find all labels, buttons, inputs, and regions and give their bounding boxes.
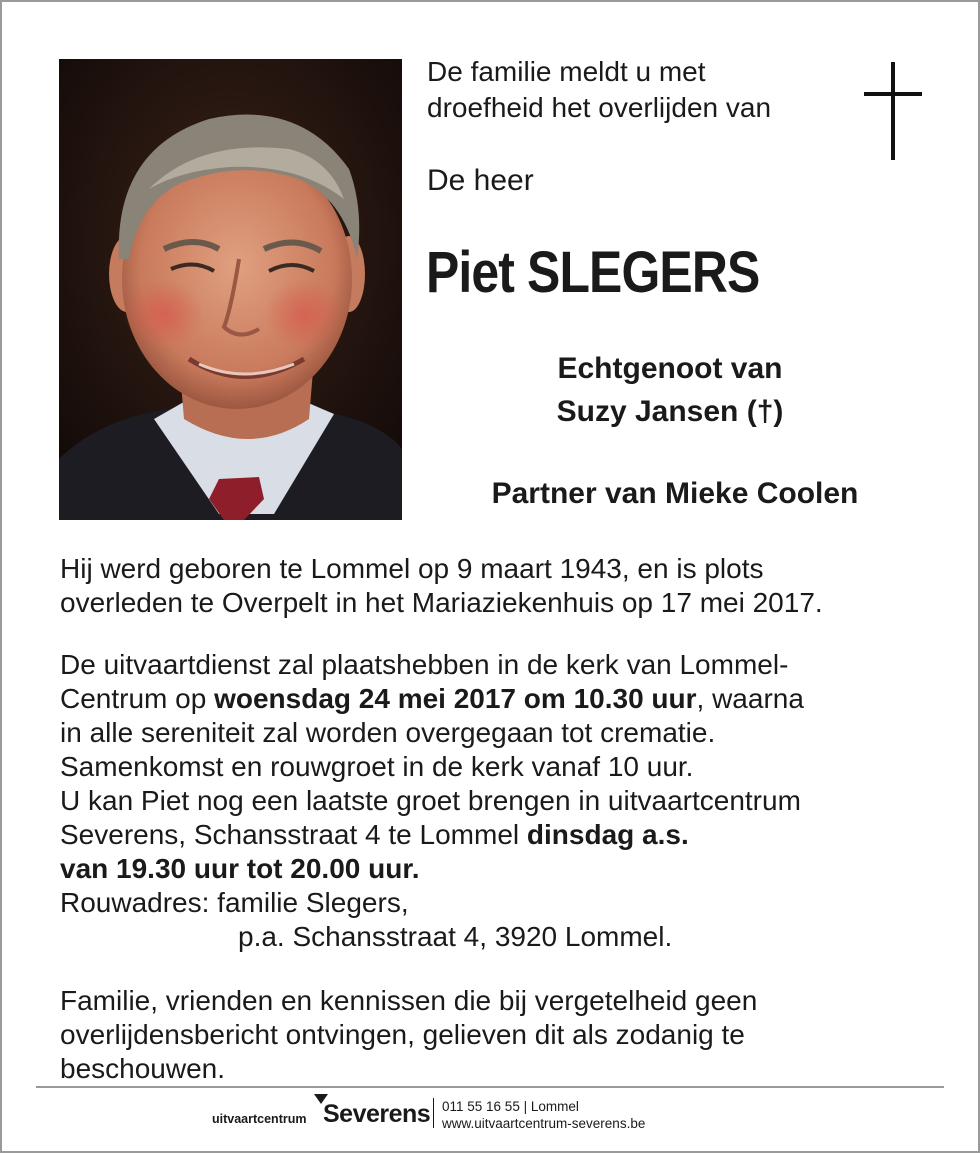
- closing-line-3: beschouwen.: [60, 1053, 226, 1084]
- footer-divider: [36, 1086, 944, 1088]
- spouse-line-1: Echtgenoot van: [557, 352, 783, 385]
- spouse-line-2: Suzy Jansen (†): [556, 395, 784, 428]
- mourning-address-label: Rouwadres: familie Slegers,: [60, 887, 409, 918]
- logo-small-text: uitvaartcentrum: [212, 1112, 307, 1126]
- funeral-line-2-pre: Centrum op: [60, 683, 215, 714]
- intro-text: [427, 54, 771, 126]
- closing-line-2: overlijdensbericht ontvingen, gelieven dit als zodanig te: [60, 1019, 745, 1050]
- funeral-line-5: U kan Piet nog een laatste groet brengen in uitvaartcentrum: [60, 785, 801, 816]
- portrait-illustration: [59, 59, 402, 520]
- logo-brand-text: Severens: [323, 1100, 431, 1128]
- funeral-line-3: in alle sereniteit zal worden overgegaan tot crematie.: [60, 717, 716, 748]
- funeral-date-time: woensdag 24 mei 2017 om 10.30 uur: [214, 683, 697, 714]
- portrait-photo: [59, 59, 402, 520]
- honorific: De heer: [427, 164, 534, 197]
- visitation-time: van 19.30 uur tot 20.00 uur.: [60, 853, 420, 884]
- funeral-home-logo: [212, 1094, 732, 1142]
- funeral-line-6-pre: Severens, Schansstraat 4 te Lommel: [60, 819, 527, 850]
- funeral-line-6: [60, 818, 940, 852]
- deceased-name: Piet SLEGERS: [426, 240, 760, 305]
- partner-line: Partner van Mieke Coolen: [491, 477, 859, 510]
- funeral-line-1: De uitvaartdienst zal plaatshebben in de kerk van Lommel-: [60, 649, 789, 680]
- funeral-paragraph: [60, 648, 940, 954]
- mourning-address: p.a. Schansstraat 4, 3920 Lommel.: [238, 921, 673, 952]
- visitation-day: dinsdag a.s.: [526, 819, 689, 850]
- intro-line-1: De familie meldt u met: [427, 56, 706, 87]
- closing-paragraph: [60, 984, 940, 1086]
- logo-separator: [433, 1098, 434, 1128]
- birth-line: Hij werd geboren te Lommel op 9 maart 1943, en is plots: [60, 553, 764, 584]
- funeral-line-4: Samenkomst en rouwgroet in de kerk vanaf 10 uur.: [60, 751, 694, 782]
- funeral-line-2-post: , waarna: [696, 683, 804, 714]
- footer-contact: [442, 1098, 645, 1132]
- funeral-line-2: [60, 682, 940, 716]
- footer-website: www.uitvaartcentrum-severens.be: [442, 1116, 646, 1131]
- cross-icon: [864, 62, 922, 160]
- closing-line-1: Familie, vrienden en kennissen die bij vergetelheid geen: [60, 985, 758, 1016]
- death-line: overleden te Overpelt in het Mariaziekenhuis op 17 mei 2017.: [60, 587, 823, 618]
- intro-line-2: droefheid het overlijden van: [427, 92, 772, 123]
- footer-phone-location: 011 55 16 55 | Lommel: [442, 1099, 579, 1114]
- funeral-line-7: [60, 852, 940, 886]
- birth-death-paragraph: [60, 552, 940, 620]
